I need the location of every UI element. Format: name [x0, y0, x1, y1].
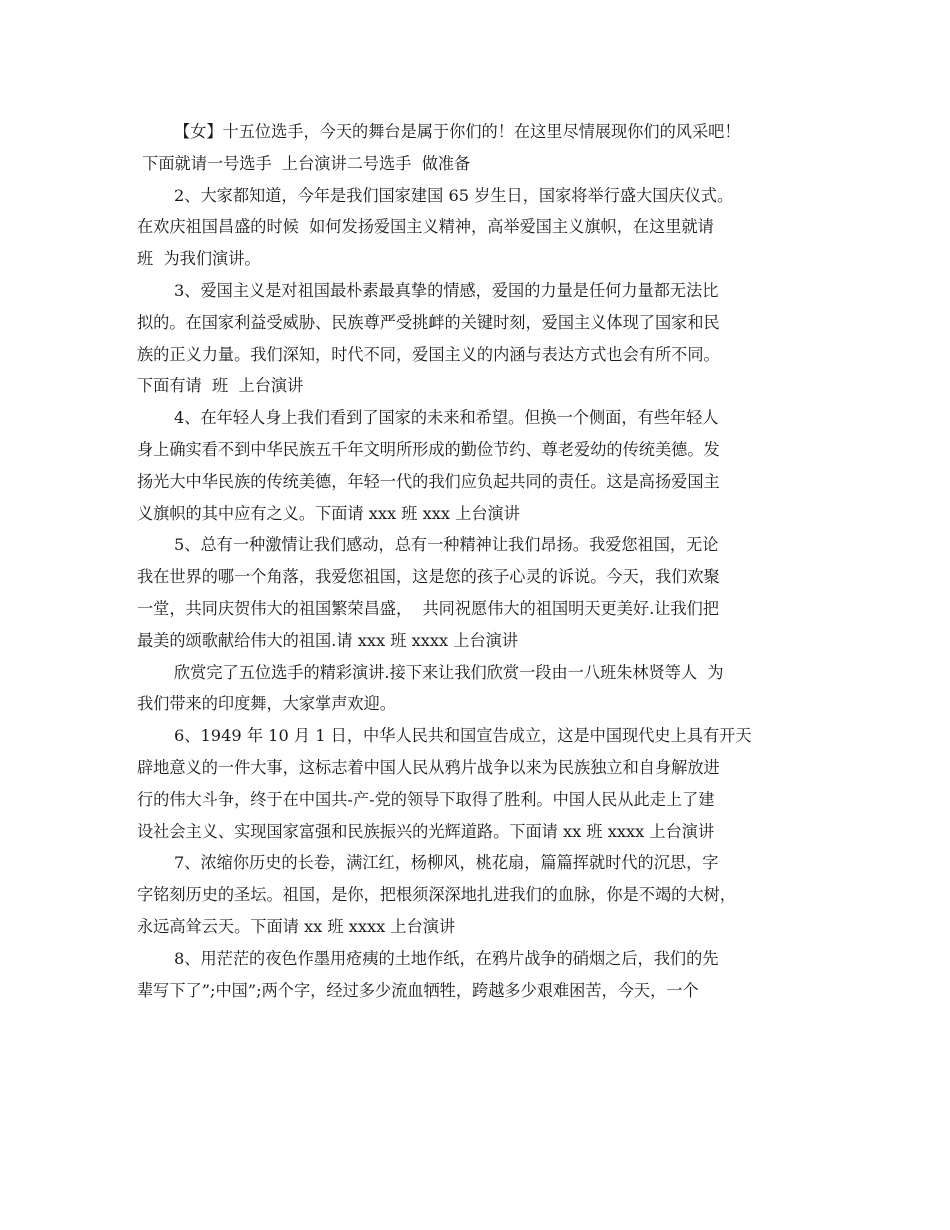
text-line: 欣赏完了五位选手的精彩演讲.接下来让我们欣赏一段由一八班朱林贤等人 为 — [174, 662, 724, 682]
text-line: 5、总有一种激情让我们感动，总有一种精神让我们昂扬。我爱您祖国，无论 — [174, 535, 719, 555]
text-line: 字铭刻历史的圣坛。祖国，是你，把根须深深地扎进我们的血脉，你是不竭的大树， — [137, 885, 736, 905]
text-line: 行的伟大斗争，终于在中国共-产-党的领导下取得了胜利。中国人民从此走上了建 — [137, 789, 715, 809]
text-line: 拟的。在国家利益受威胁、民族尊严受挑衅的关键时刻，爱国主义体现了国家和民 — [137, 312, 720, 332]
text-line: 2、大家都知道，今年是我们国家建国 65 岁生日，国家将举行盛大国庆仪式。 — [174, 185, 734, 205]
text-line: 【女】十五位选手，今天的舞台是属于你们的！在这里尽情展现你们的风采吧！ — [174, 122, 741, 141]
text-line: 7、浓缩你历史的长卷，满江红，杨柳风，桃花扇，篇篇挥就时代的沉思，字 — [174, 853, 719, 873]
text-line: 辟地意义的一件大事，这标志着中国人民从鸦片战争以来为民族独立和自身解放进 — [137, 757, 720, 777]
text-line: 设社会主义、实现国家富强和民族振兴的光辉道路。下面请 xx 班 xxxx 上台演讲 — [137, 821, 715, 841]
document-body — [137, 116, 817, 1006]
text-line: 永远高耸云天。下面请 xx 班 xxxx 上台演讲 — [137, 916, 456, 936]
text-line: 8、用茫茫的夜色作墨用疮痍的土地作纸，在鸦片战争的硝烟之后，我们的先 — [174, 948, 719, 968]
text-line: 辈写下了”;中国”;两个字，经过多少流血牺牲，跨越多少艰难困苦，今天，一个 — [137, 980, 699, 1000]
text-line: 在欢庆祖国昌盛的时候 如何发扬爱国主义精神，高举爱国主义旗帜，在这里就请 — [137, 217, 714, 237]
text-line: 我们带来的印度舞，大家掌声欢迎。 — [137, 694, 396, 714]
text-line: 身上确实看不到中华民族五千年文明所形成的勤俭节约、尊老爱幼的传统美德。发 — [137, 439, 720, 459]
text-line: 我在世界的哪一个角落，我爱您祖国，这是您的孩子心灵的诉说。今天，我们欢聚 — [137, 567, 720, 587]
text-line: 扬光大中华民族的传统美德，年轻一代的我们应负起共同的责任。这是高扬爱国主 — [137, 471, 720, 491]
text-line: 一堂，共同庆贺伟大的祖国繁荣昌盛， 共同祝愿伟大的祖国明天更美好.让我们把 — [137, 598, 719, 618]
text-line: 义旗帜的其中应有之义。下面请 xxx 班 xxx 上台演讲 — [137, 503, 520, 523]
text-line: 4、在年轻人身上我们看到了国家的未来和希望。但换一个侧面，有些年轻人 — [174, 408, 719, 428]
text-line: 最美的颂歌献给伟大的祖国.请 xxx 班 xxxx 上台演讲 — [137, 630, 519, 650]
text-line: 族的正义力量。我们深知，时代不同，爱国主义的内涵与表达方式也会有所不同。 — [137, 344, 720, 364]
text-line: 6、1949 年 10 月 1 日，中华人民共和国宣告成立，这是中国现代史上具有开天 — [174, 726, 752, 746]
text-line: 下面有请 班 上台演讲 — [137, 376, 304, 396]
text-line: 下面就请一号选手 上台演讲二号选手 做准备 — [137, 153, 471, 173]
text-line: 3、爱国主义是对祖国最朴素最真挚的情感，爱国的力量是任何力量都无法比 — [174, 280, 719, 300]
text-line: 班 为我们演讲。 — [137, 249, 261, 269]
